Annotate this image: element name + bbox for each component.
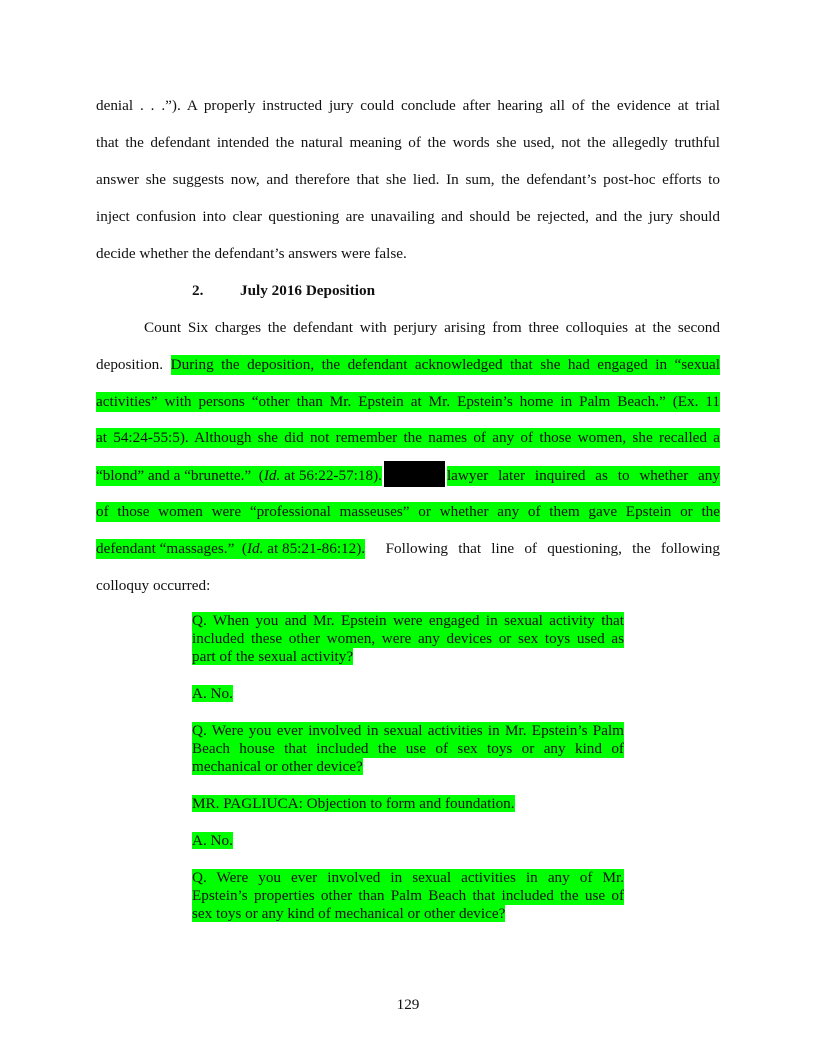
plain-text: deposition. [96, 356, 171, 373]
body-line: answer she suggests now, and therefore that she lied. In sum, the defendant’s post-hoc efforts to [96, 171, 720, 188]
body-line: Count Six charges the defendant with perjury arising from three colloquies at the second [144, 319, 720, 336]
quote-line: Beach house that included the use of sex toys or any kind of [192, 740, 624, 757]
body-line: inject confusion into clear questioning are unavailing and should be rejected, and the jury should [96, 208, 720, 225]
section-heading: July 2016 Deposition [240, 282, 376, 299]
body-line: colloquy occurred: [96, 577, 211, 594]
highlighted-text: “blond” and a “brunette.” (Id. at 56:22-57:18). [96, 467, 382, 484]
quote-line: A. No. [192, 685, 233, 702]
body-line: denial . . .”). A properly instructed jury could conclude after hearing all of the evidence at trial [96, 97, 720, 114]
body-line [96, 355, 720, 375]
quote-line: included these other women, were any devices or sex toys used as [192, 630, 624, 647]
colloquy-answer [192, 832, 624, 850]
quote-line: Epstein’s properties other than Palm Beach that included the use of [192, 887, 624, 904]
highlighted-text: During the deposition, the defendant acknowledged that she had engaged in “sexual [170, 356, 720, 373]
quote-line: Q. Were you ever involved in sexual activities in any of Mr. [192, 869, 624, 886]
body-line: that the defendant intended the natural meaning of the words she used, not the allegedly truthful [96, 134, 720, 151]
highlighted-text: lawyer later inquired as to whether any [446, 467, 720, 484]
highlighted-line: of those women were “professional masseuses” or whether any of them gave Epstein or the [96, 503, 720, 520]
colloquy-question [192, 722, 624, 776]
redaction-box [384, 461, 445, 487]
quote-line: A. No. [192, 832, 233, 849]
plain-text: Following that line of questioning, the following [365, 540, 720, 557]
quote-line: part of the sexual activity? [192, 648, 354, 665]
body-line: decide whether the defendant’s answers were false. [96, 245, 407, 262]
highlighted-line: activities” with persons “other than Mr. Epstein at Mr. Epstein’s home in Palm Beach.” (Ex. 11 [96, 393, 720, 410]
colloquy-question [192, 612, 624, 666]
colloquy-question [192, 869, 624, 923]
citation-id: Id. [263, 467, 281, 484]
section-number: 2. [192, 282, 204, 299]
body-line [96, 539, 720, 559]
colloquy-answer [192, 685, 624, 703]
citation-id: Id. [246, 540, 264, 557]
quote-line: Q. Were you ever involved in sexual activities in Mr. Epstein’s Palm [192, 722, 624, 739]
quote-line: mechanical or other device? [192, 758, 363, 775]
highlighted-text: defendant “massages.” (Id. at 85:21-86:12). [96, 540, 366, 557]
highlighted-line: at 54:24-55:5). Although she did not remember the names of any of those women, she recalled a [96, 429, 720, 446]
quote-line: sex toys or any kind of mechanical or other device? [192, 905, 506, 922]
page-number: 129 [396, 996, 420, 1013]
quote-line: Q. When you and Mr. Epstein were engaged in sexual activity that [192, 612, 624, 629]
quote-line: MR. PAGLIUCA: Objection to form and foundation. [192, 795, 515, 812]
body-line [96, 465, 720, 487]
colloquy-objection [192, 795, 624, 813]
